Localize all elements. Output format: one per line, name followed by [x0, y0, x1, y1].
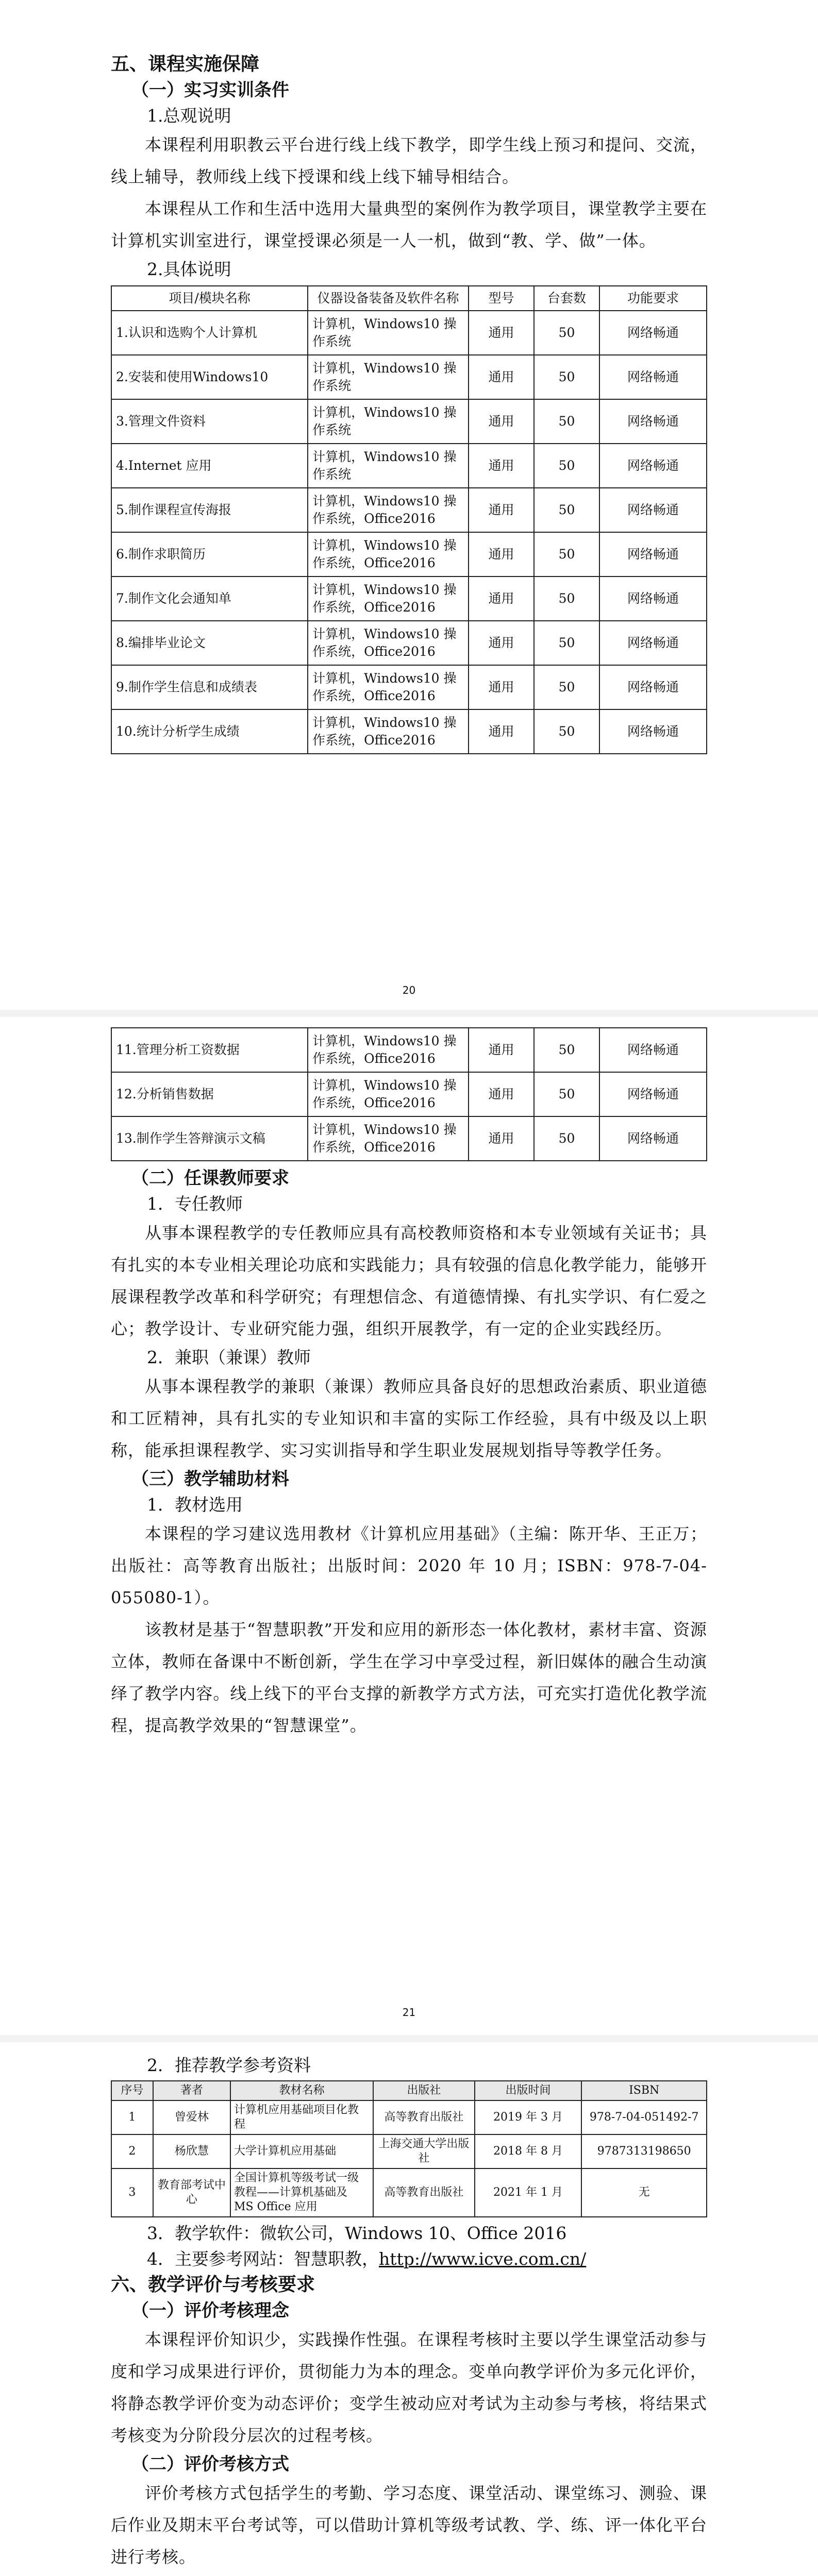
table-cell: 网络畅通	[599, 1116, 707, 1161]
heading-details: 2.具体说明	[147, 259, 231, 279]
table-header-cell: 著者	[153, 2081, 230, 2100]
table-cell: 网络畅通	[599, 399, 707, 444]
table-cell: 计算机，Windows10 操作系统，Office2016	[308, 665, 469, 709]
paragraph-overview-2: 本课程从工作和生活中选用大量典型的案例作为教学项目，课堂教学主要在计算机实训室进行，课堂授课必须是一人一机，做到“教、学、做”一体。	[111, 199, 707, 250]
table-cell: 网络畅通	[599, 311, 707, 355]
table-cell: 50	[534, 709, 599, 754]
heading-overview: 1.总观说明	[147, 106, 231, 126]
subsection-title-training: （一）实习实训条件	[131, 80, 289, 100]
table-header-cell: 仪器设备装备及软件名称	[308, 286, 469, 311]
table-cell: 计算机，Windows10 操作系统	[308, 399, 469, 444]
table-cell: 2021 年 1 月	[475, 2168, 582, 2217]
table-row	[111, 444, 707, 488]
table-header-cell: 型号	[469, 286, 534, 311]
table-row	[111, 665, 707, 709]
table-cell: 通用	[469, 577, 534, 621]
table-cell: 7.制作文化会通知单	[111, 577, 308, 621]
table-cell: 50	[534, 1028, 599, 1072]
page-number: 21	[402, 2006, 416, 2019]
table-cell: 网络畅通	[599, 532, 707, 577]
table-cell: 计算机，Windows10 操作系统	[308, 355, 469, 399]
table-cell: 2019 年 3 月	[475, 2100, 582, 2134]
table-cell: 2.安装和使用Windows10	[111, 355, 308, 399]
table-cell: 计算机，Windows10 操作系统，Office2016	[308, 488, 469, 532]
subsection-title-concept: （一）评价考核理念	[131, 2300, 289, 2321]
table-cell: 3.管理文件资料	[111, 399, 308, 444]
table-header-row	[111, 2081, 707, 2100]
table-cell: 50	[534, 399, 599, 444]
page-2	[0, 1017, 818, 2035]
table-cell: 计算机，Windows10 操作系统，Office2016	[308, 621, 469, 665]
table-row	[111, 577, 707, 621]
equipment-table-continued-body	[111, 1028, 707, 1161]
table-cell: 曾爱林	[153, 2100, 230, 2134]
table-row	[111, 399, 707, 444]
table-cell: 网络畅通	[599, 577, 707, 621]
table-cell: 杨欣慧	[153, 2134, 230, 2168]
table-cell: 6.制作求职简历	[111, 532, 308, 577]
table-header-cell: 出版社	[373, 2081, 474, 2100]
table-cell: 无	[581, 2168, 707, 2217]
table-cell: 网络畅通	[599, 355, 707, 399]
table-header-cell: 序号	[111, 2081, 153, 2100]
table-cell: 计算机，Windows10 操作系统，Office2016	[308, 709, 469, 754]
table-row	[111, 2168, 707, 2217]
table-cell: 通用	[469, 621, 534, 665]
section-title-5: 五、课程实施保障	[111, 54, 260, 75]
heading-textbook: 1．教材选用	[147, 1495, 243, 1515]
heading-references: 2．推荐教学参考资料	[147, 2055, 311, 2075]
page-1	[0, 0, 818, 1010]
table-cell: 8.编排毕业论文	[111, 621, 308, 665]
table-header-row	[111, 286, 707, 311]
table-cell: 计算机，Windows10 操作系统，Office2016	[308, 1116, 469, 1161]
table-row	[111, 1072, 707, 1116]
table-cell: 通用	[469, 488, 534, 532]
table-cell: 50	[534, 355, 599, 399]
subsection-title-standard	[111, 2573, 707, 2576]
table-header-cell: 教材名称	[230, 2081, 373, 2100]
table-cell: 计算机，Windows10 操作系统，Office2016	[308, 1028, 469, 1072]
paragraph-fulltime-teacher: 从事本课程教学的专任教师应具有高校教师资格和本专业领域有关证书；具有扎实的本专业相关理论功底和实践能力；具有较强的信息化教学能力，能够开展课程教学改革和科学研究；有理想信念、有道德情操、有扎实学识、有仁爱之心；教学设计、专业研究能力强，组织开展教学，有一定的企业实践经历。	[111, 1223, 707, 1338]
paragraph-method: 评价考核方式包括学生的考勤、学习态度、课堂活动、课堂练习、测验、课后作业及期末平台考试等，可以借助计算机等级考试教、学、练、评一体化平台进行考核。	[111, 2483, 707, 2567]
table-cell: 教育部考试中心	[153, 2168, 230, 2217]
table-row	[111, 488, 707, 532]
page-separator	[0, 2035, 818, 2042]
heading-parttime-teacher: 2．兼职（兼课）教师	[147, 1347, 311, 1367]
table-cell: 计算机应用基础项目化教程	[230, 2100, 373, 2134]
table-cell: 4.Internet 应用	[111, 444, 308, 488]
table-row	[111, 621, 707, 665]
table-cell: 计算机，Windows10 操作系统	[308, 311, 469, 355]
table-row	[111, 2134, 707, 2168]
page-3	[0, 2042, 818, 2576]
table-cell: 通用	[469, 665, 534, 709]
table-cell: 2018 年 8 月	[475, 2134, 582, 2168]
table-cell: 1	[111, 2100, 153, 2134]
table-cell: 50	[534, 577, 599, 621]
table-cell: 1.认识和选购个人计算机	[111, 311, 308, 355]
table-cell: 上海交通大学出版社	[373, 2134, 474, 2168]
website-link[interactable]: http://www.icve.com.cn/	[379, 2249, 587, 2269]
table-cell: 通用	[469, 311, 534, 355]
references-table	[111, 2080, 707, 2217]
table-cell: 3	[111, 2168, 153, 2217]
table-cell: 50	[534, 1072, 599, 1116]
table-header-cell: 项目/模块名称	[111, 286, 308, 311]
table-cell: 12.分析销售数据	[111, 1072, 308, 1116]
table-cell: 通用	[469, 532, 534, 577]
paragraph-parttime-teacher: 从事本课程教学的兼职（兼课）教师应具备良好的思想政治素质、职业道德和工匠精神，具有扎实的专业知识和丰富的实际工作经验，具有中级及以上职称，能承担课程教学、实习实训指导和学生职业发展规划指导等教学任务。	[111, 1377, 707, 1460]
table-row	[111, 2100, 707, 2134]
subsection-title-method: （二）评价考核方式	[131, 2454, 289, 2475]
table-cell: 50	[534, 311, 599, 355]
table-row	[111, 709, 707, 754]
heading-fulltime-teacher: 1．专任教师	[147, 1194, 243, 1214]
heading-software: 3．教学软件：微软公司，Windows 10、Office 2016	[147, 2223, 567, 2243]
table-row	[111, 532, 707, 577]
table-cell: 50	[534, 488, 599, 532]
paragraph-textbook-1: 本课程的学习建议选用教材《计算机应用基础》（主编：陈开华、王正万；出版社：高等教育出版社；出版时间：2020 年 10 月；ISBN：978-7-04-055080-1）。	[111, 1524, 707, 1607]
table-cell: 50	[534, 665, 599, 709]
table-cell: 网络畅通	[599, 444, 707, 488]
table-cell: 通用	[469, 355, 534, 399]
websites-label: 4．主要参考网站：智慧职教，	[147, 2249, 379, 2269]
table-header-cell: 功能要求	[599, 286, 707, 311]
table-cell: 通用	[469, 1028, 534, 1072]
table-cell: 50	[534, 1116, 599, 1161]
table-cell: 计算机，Windows10 操作系统，Office2016	[308, 532, 469, 577]
heading-websites	[111, 2246, 707, 2272]
table-row	[111, 1028, 707, 1072]
subsection-title-teachers: （二）任课教师要求	[131, 1168, 289, 1189]
equipment-table-body	[111, 311, 707, 754]
page-number: 20	[402, 984, 416, 996]
table-header-cell: ISBN	[581, 2081, 707, 2100]
table-row	[111, 311, 707, 355]
table-cell: 高等教育出版社	[373, 2168, 474, 2217]
table-cell: 50	[534, 444, 599, 488]
table-row	[111, 1116, 707, 1161]
table-cell: 高等教育出版社	[373, 2100, 474, 2134]
table-cell: 2	[111, 2134, 153, 2168]
equipment-table-continued	[111, 1027, 707, 1161]
table-cell: 全国计算机等级考试一级教程——计算机基础及 MS Office 应用	[230, 2168, 373, 2217]
table-cell: 网络畅通	[599, 709, 707, 754]
table-cell: 通用	[469, 1116, 534, 1161]
table-cell: 9787313198650	[581, 2134, 707, 2168]
table-cell: 9.制作学生信息和成绩表	[111, 665, 308, 709]
table-cell: 50	[534, 621, 599, 665]
table-cell: 通用	[469, 399, 534, 444]
subsection-title-materials: （三）教学辅助材料	[131, 1469, 289, 1489]
table-cell: 50	[534, 532, 599, 577]
table-cell: 网络畅通	[599, 665, 707, 709]
table-cell: 网络畅通	[599, 488, 707, 532]
references-table-body	[111, 2100, 707, 2217]
table-cell: 网络畅通	[599, 621, 707, 665]
table-cell: 10.统计分析学生成绩	[111, 709, 308, 754]
paragraph-overview-1: 本课程利用职教云平台进行线上线下教学，即学生线上预习和提问、交流，线上辅导，教师线上线下授课和线上线下辅导相结合。	[111, 135, 707, 187]
table-cell: 网络畅通	[599, 1072, 707, 1116]
table-cell: 13.制作学生答辩演示文稿	[111, 1116, 308, 1161]
table-cell: 978-7-04-051492-7	[581, 2100, 707, 2134]
table-cell: 通用	[469, 709, 534, 754]
table-cell: 计算机，Windows10 操作系统，Office2016	[308, 1072, 469, 1116]
equipment-table	[111, 285, 707, 754]
paragraph-textbook-2: 该教材是基于“智慧职教”开发和应用的新形态一体化教材，素材丰富、资源立体，教师在备课中不断创新，学生在学习中享受过程，新旧媒体的融合生动演绎了教学内容。线上线下的平台支撑的新教学方式方法，可充实打造优化教学流程，提高教学效果的“智慧课堂”。	[111, 1620, 707, 1735]
table-cell: 大学计算机应用基础	[230, 2134, 373, 2168]
table-header-cell: 出版时间	[475, 2081, 582, 2100]
table-row	[111, 355, 707, 399]
table-cell: 计算机，Windows10 操作系统	[308, 444, 469, 488]
table-cell: 5.制作课程宣传海报	[111, 488, 308, 532]
page-separator	[0, 1010, 818, 1017]
table-cell: 计算机，Windows10 操作系统，Office2016	[308, 577, 469, 621]
table-cell: 通用	[469, 1072, 534, 1116]
table-cell: 网络畅通	[599, 1028, 707, 1072]
table-cell: 通用	[469, 444, 534, 488]
table-header-cell: 台套数	[534, 286, 599, 311]
table-cell: 11.管理分析工资数据	[111, 1028, 308, 1072]
section-title-6: 六、教学评价与考核要求	[111, 2274, 315, 2295]
paragraph-concept: 本课程评价知识少，实践操作性强。在课程考核时主要以学生课堂活动参与度和学习成果进行评价，贯彻能力为本的理念。变单向教学评价为多元化评价，将静态教学评价变为动态评价；变学生被动应对考试为主动参与考核，将结果式考核变为分阶段分层次的过程考核。	[111, 2330, 707, 2445]
